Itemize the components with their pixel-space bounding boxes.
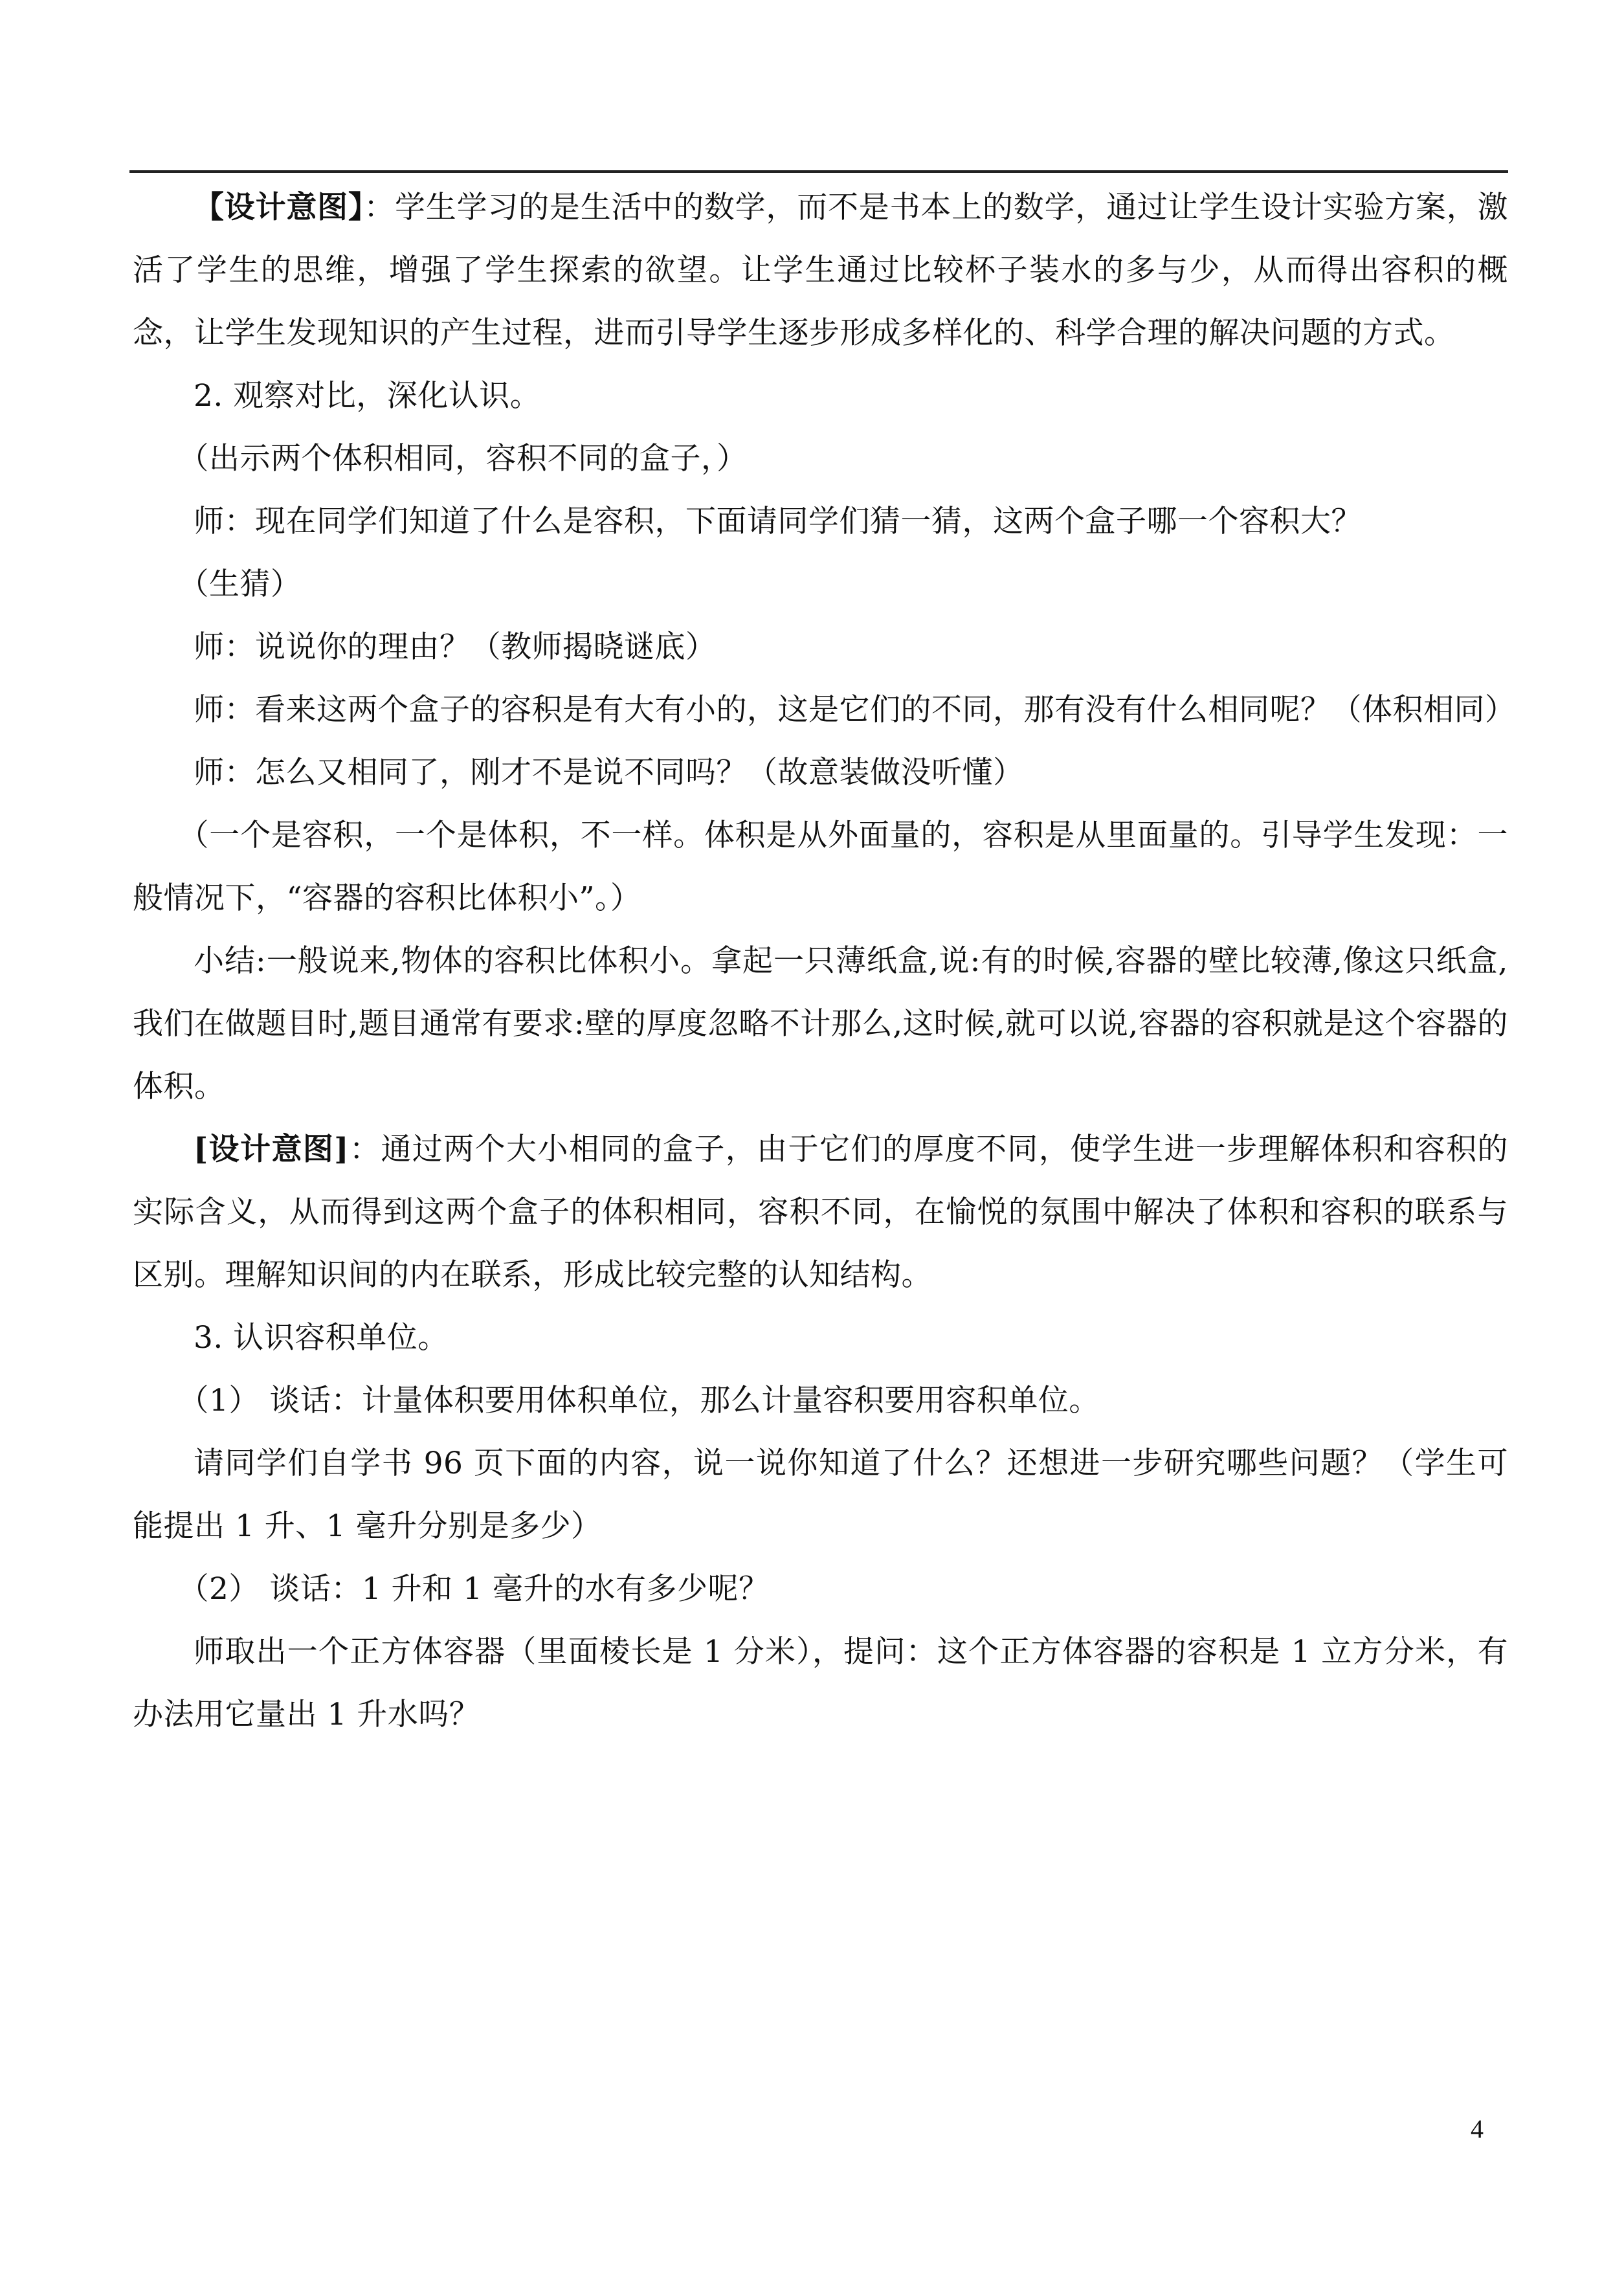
paragraph-explanation: （一个是容积，一个是体积，不一样。体积是从外面量的，容积是从里面量的。引导学生发现：一般情况下，“容器的容积比体积小”。） (133, 818, 1508, 916)
paragraph-talk-1: （1） 谈话：计量体积要用体积单位，那么计量容积要用容积单位。 (178, 1383, 1100, 1418)
paragraph-student-guess: （生猜） (178, 566, 302, 602)
paragraph-design-intent-2: [设计意图]：通过两个大小相同的盒子，由于它们的厚度不同，使学生进一步理解体积和容积的实际含义，从而得到这两个盒子的体积相同，容积不同，在愉悦的氛围中解决了体积和容积的联系与区别。理解知识间的内在联系，形成比较完整的认知结构。 (133, 1132, 1509, 1293)
section-heading-observe-compare: 2. 观察对比，深化认识。 (194, 378, 541, 414)
paragraph-teacher-reason: 师：说说你的理由？（教师揭晓谜底） (194, 629, 717, 665)
design-intent-label: 【设计意图】 (194, 190, 364, 225)
paragraph-summary: 小结:一般说来,物体的容积比体积小。拿起一只薄纸盒,说:有的时候,容器的壁比较薄,像这只纸盒,我们在做题目时,题目通常有要求:壁的厚度忽略不计那么,这时候,就可以说,容器的容积就是这个容器的体积。 (133, 943, 1508, 1104)
paragraph-self-study: 请同学们自学书 96 页下面的内容，说一说你知道了什么？还想进一步研究哪些问题？（学生可能提出 1 升、1 毫升分别是多少） (133, 1446, 1508, 1544)
paragraph-design-intent-1: 【设计意图】：学生学习的是生活中的数学，而不是书本上的数学，通过让学生设计实验方案，激活了学生的思维，增强了学生探索的欲望。让学生通过比较杯子装水的多与少，从而得出容积的概念，让学生发现知识的产生过程，进而引导学生逐步形成多样化的、科学合理的解决问题的方式。 (133, 190, 1509, 351)
section-heading-capacity-units: 3. 认识容积单位。 (194, 1320, 449, 1356)
document-body (133, 176, 1516, 1746)
paragraph-teacher-same: 师：怎么又相同了，刚才不是说不同吗？（故意装做没听懂） (194, 755, 1024, 790)
paragraph-teacher-difference: 师：看来这两个盒子的容积是有大有小的，这是它们的不同，那有没有什么相同呢？（体积相同） (194, 692, 1516, 728)
paragraph-cube-container: 师取出一个正方体容器（里面棱长是 1 分米），提问：这个正方体容器的容积是 1 立方分米，有办法用它量出 1 升水吗？ (133, 1634, 1508, 1732)
paragraph-show-boxes: （出示两个体积相同，容积不同的盒子，） (178, 441, 748, 476)
page-number: 4 (1471, 2114, 1484, 2143)
paragraph-talk-2: （2） 谈话：1 升和 1 毫升的水有多少呢？ (178, 1571, 770, 1607)
header-rule (129, 170, 1508, 173)
paragraph-teacher-question: 师：现在同学们知道了什么是容积，下面请同学们猜一猜，这两个盒子哪一个容积大？ (194, 504, 1362, 539)
design-intent-label: [设计意图] (194, 1132, 350, 1167)
